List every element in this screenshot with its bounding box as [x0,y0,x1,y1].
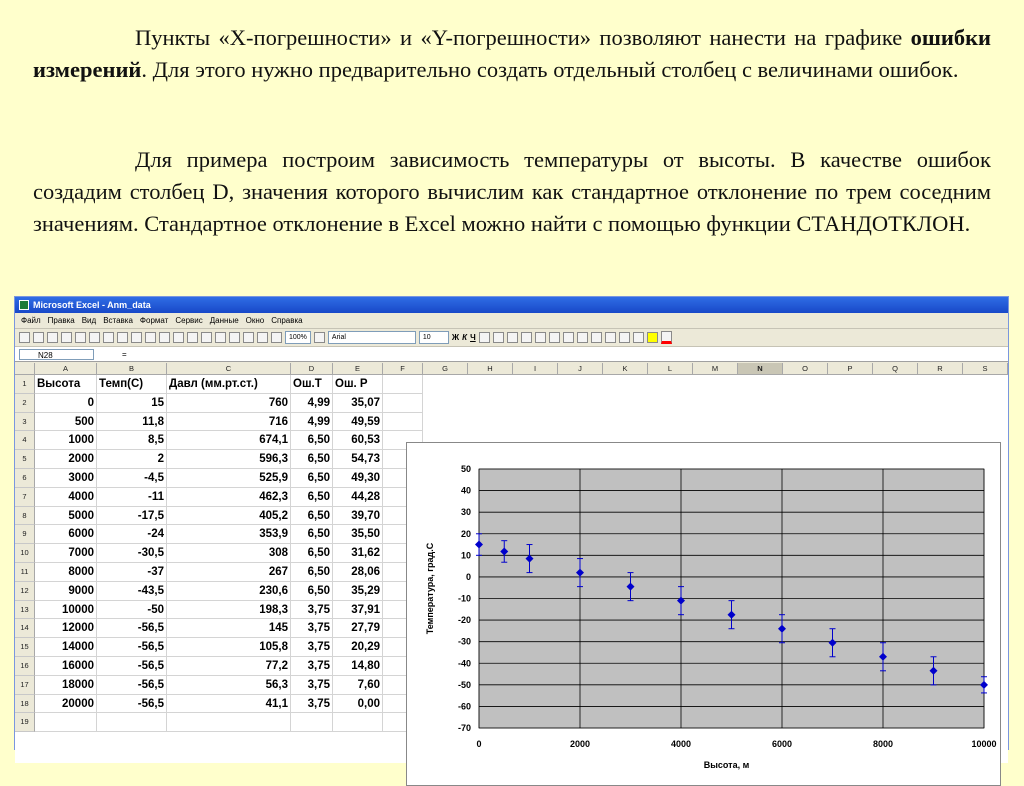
data-cell[interactable]: 716 [167,413,291,432]
column-header[interactable]: C [167,363,291,375]
spelling-icon[interactable] [89,332,100,343]
data-cell[interactable]: 3,75 [291,695,333,714]
data-cell[interactable]: 1000 [35,431,97,450]
empty-cell[interactable] [333,713,383,732]
data-cell[interactable]: 12000 [35,619,97,638]
data-cell[interactable]: 5000 [35,507,97,526]
toolbar [15,329,1008,347]
data-cell[interactable]: 35,07 [333,394,383,413]
data-cell[interactable]: 49,59 [333,413,383,432]
data-cell[interactable]: 54,73 [333,450,383,469]
y-axis-label: Температура, град.С [425,542,435,635]
data-cell[interactable]: 9000 [35,582,97,601]
table-row [15,582,423,601]
data-cell[interactable]: 8,5 [97,431,167,450]
data-cell[interactable]: 77,2 [167,657,291,676]
y-tick-label: -10 [457,593,471,604]
window-titlebar[interactable] [15,297,1008,313]
y-tick-label: 10 [460,550,471,561]
table-row [15,507,423,526]
data-cell[interactable]: 41,1 [167,695,291,714]
data-cell[interactable]: 28,06 [333,563,383,582]
table-row [15,544,423,563]
data-cell[interactable]: 3,75 [291,676,333,695]
table-row [15,394,423,413]
data-cell[interactable]: 3,75 [291,638,333,657]
table-row [15,488,423,507]
table-row [15,525,423,544]
data-cell[interactable]: 6,50 [291,507,333,526]
data-cell[interactable]: 6,50 [291,450,333,469]
data-cell[interactable]: 11,8 [97,413,167,432]
menu-bar [15,313,1008,329]
data-cell[interactable]: 6,50 [291,544,333,563]
data-cell[interactable]: 31,62 [333,544,383,563]
data-cell[interactable]: -30,5 [97,544,167,563]
row-header[interactable]: 15 [15,638,35,657]
drawing-icon[interactable] [271,332,282,343]
data-cell[interactable]: 27,79 [333,619,383,638]
data-cell[interactable]: 39,70 [333,507,383,526]
example-paragraph [33,144,991,240]
table-row [15,619,423,638]
table-row [15,450,423,469]
open-file-icon[interactable] [33,332,44,343]
data-cell[interactable]: 6,50 [291,563,333,582]
row-header[interactable]: 6 [15,469,35,488]
data-cell[interactable]: -11 [97,488,167,507]
data-cell[interactable]: 105,8 [167,638,291,657]
data-cell[interactable]: 3,75 [291,619,333,638]
data-cell[interactable]: 7,60 [333,676,383,695]
table-row [15,695,423,714]
data-cell[interactable]: 35,50 [333,525,383,544]
select-all-corner[interactable] [15,363,35,375]
data-cell[interactable]: 6,50 [291,469,333,488]
x-axis-label: Высота, м [703,760,750,770]
column-header[interactable]: G [423,363,468,375]
column-header[interactable]: N [738,363,783,375]
decrease-indent-icon[interactable] [605,332,616,343]
redo-icon[interactable] [173,332,184,343]
italic-button[interactable]: К [462,333,468,342]
data-cell[interactable]: -56,5 [97,676,167,695]
y-tick-label: -40 [457,658,471,669]
increase-indent-icon[interactable] [619,332,630,343]
worksheet-rows [15,375,423,732]
data-cell[interactable]: 35,29 [333,582,383,601]
column-header[interactable]: D [291,363,333,375]
header-cell[interactable]: Давл (мм.рт.ст.) [167,375,291,394]
borders-icon[interactable] [633,332,644,343]
data-cell[interactable]: 198,3 [167,601,291,620]
new-file-icon[interactable] [19,332,30,343]
y-tick-label: -60 [457,701,471,712]
row-header[interactable]: 2 [15,394,35,413]
table-row [15,431,423,450]
align-right-icon[interactable] [507,332,518,343]
print-icon[interactable] [61,332,72,343]
help-icon[interactable] [314,332,325,343]
data-cell[interactable]: -17,5 [97,507,167,526]
menu-item[interactable]: Данные [209,316,239,325]
data-cell[interactable]: 2000 [35,450,97,469]
data-cell[interactable]: 15 [97,394,167,413]
preview-icon[interactable] [75,332,86,343]
data-cell[interactable]: 674,1 [167,431,291,450]
table-row [15,676,423,695]
data-cell[interactable]: 145 [167,619,291,638]
y-tick-label: -30 [457,636,471,647]
row-header[interactable]: 13 [15,601,35,620]
data-cell[interactable]: 6,50 [291,431,333,450]
menu-item[interactable]: Правка [47,316,75,325]
column-header[interactable]: I [513,363,558,375]
row-header[interactable]: 4 [15,431,35,450]
percent-icon[interactable] [549,332,560,343]
bold-button[interactable]: Ж [451,333,460,342]
data-cell[interactable]: 10000 [35,601,97,620]
formula-equals[interactable]: = [122,349,127,359]
empty-cell[interactable] [383,394,423,413]
sort-asc-icon[interactable] [229,332,240,343]
data-cell[interactable]: 37,91 [333,601,383,620]
header-cell[interactable]: Высота [35,375,97,394]
font-select[interactable]: Arial [328,331,416,344]
data-cell[interactable]: 353,9 [167,525,291,544]
menu-item[interactable]: Файл [21,316,41,325]
table-row [15,563,423,582]
data-cell[interactable]: 500 [35,413,97,432]
menu-item[interactable]: Сервис [175,316,203,325]
row-header[interactable]: 9 [15,525,35,544]
data-cell[interactable]: 14000 [35,638,97,657]
row-header[interactable]: 3 [15,413,35,432]
column-headers [15,363,1008,375]
data-cell[interactable]: 4,99 [291,413,333,432]
y-tick-label: 20 [460,528,471,539]
data-cell[interactable]: 14,80 [333,657,383,676]
data-cell[interactable]: 4,99 [291,394,333,413]
empty-cell[interactable] [383,375,423,394]
data-cell[interactable]: 44,28 [333,488,383,507]
data-cell[interactable]: 56,3 [167,676,291,695]
data-cell[interactable]: 8000 [35,563,97,582]
data-cell[interactable]: -56,5 [97,619,167,638]
table-row [15,657,423,676]
menu-item[interactable]: Справка [271,316,303,325]
data-cell[interactable]: 760 [167,394,291,413]
data-cell[interactable]: 0,00 [333,695,383,714]
data-cell[interactable]: 525,9 [167,469,291,488]
header-cell[interactable]: Ош. P [333,375,383,394]
empty-cell[interactable] [167,713,291,732]
data-cell[interactable]: 4000 [35,488,97,507]
merge-center-icon[interactable] [521,332,532,343]
data-cell[interactable]: 3,75 [291,657,333,676]
intro-paragraph [33,22,991,86]
data-cell[interactable]: 20000 [35,695,97,714]
data-cell[interactable]: 405,2 [167,507,291,526]
currency-icon[interactable] [535,332,546,343]
column-header[interactable]: J [558,363,603,375]
empty-cell[interactable] [291,713,333,732]
name-box[interactable]: N28 [19,349,94,360]
worksheet-grid [15,363,1008,770]
format-painter-icon[interactable] [145,332,156,343]
y-tick-label: -20 [457,615,471,626]
chart-svg [407,443,1000,785]
paste-icon[interactable] [131,332,142,343]
menu-item[interactable]: Окно [245,316,265,325]
table-row [15,638,423,657]
column-header[interactable]: Q [873,363,918,375]
row-header[interactable]: 5 [15,450,35,469]
menu-item[interactable]: Вид [81,316,97,325]
font-size-select[interactable]: 10 [419,331,449,344]
copy-icon[interactable] [117,332,128,343]
excel-window [14,296,1009,770]
column-header[interactable]: O [783,363,828,375]
column-header[interactable]: A [35,363,97,375]
autosum-icon[interactable] [201,332,212,343]
data-cell[interactable]: 20,29 [333,638,383,657]
data-cell[interactable]: 6,50 [291,582,333,601]
data-cell[interactable]: 0 [35,394,97,413]
data-cell[interactable]: 230,6 [167,582,291,601]
sort-desc-icon[interactable] [243,332,254,343]
formula-bar [15,347,1008,362]
undo-icon[interactable] [159,332,170,343]
header-cell[interactable]: Темп(С) [97,375,167,394]
hyperlink-icon[interactable] [187,332,198,343]
column-header[interactable]: R [918,363,963,375]
table-row [15,601,423,620]
empty-cell[interactable] [383,413,423,432]
excel-app-icon [19,300,29,310]
x-tick-label: 8000 [872,739,894,749]
font-color-icon[interactable] [661,331,672,344]
data-cell[interactable]: -37 [97,563,167,582]
row-header[interactable]: 7 [15,488,35,507]
table-row [15,469,423,488]
y-tick-label: -50 [457,679,471,690]
underline-button[interactable]: Ч [470,333,476,342]
row-header[interactable]: 12 [15,582,35,601]
chart-wizard-icon[interactable] [257,332,268,343]
data-cell[interactable]: 16000 [35,657,97,676]
thousands-icon[interactable] [563,332,574,343]
x-tick-label: 6000 [771,739,793,749]
example-text: Для примера построим зависимость температуры от высоты. В качестве ошибок создадим столбец D, значения которого вычислим как стандартное отклонение по трем соседним значениям. Стандартное отклонение в Excel можно найти с помощью функции СТАНДОТКЛОН. [33,147,991,236]
empty-cell[interactable] [97,713,167,732]
function-icon[interactable] [215,332,226,343]
empty-cell[interactable] [35,713,97,732]
column-header[interactable]: F [383,363,423,375]
zoom-select[interactable]: 100% [285,331,311,344]
x-tick-label: 10000 [971,739,997,749]
data-cell[interactable]: -50 [97,601,167,620]
save-icon[interactable] [47,332,58,343]
row-header[interactable]: 1 [15,375,35,394]
data-cell[interactable]: 3000 [35,469,97,488]
column-header[interactable]: B [97,363,167,375]
menu-item[interactable]: Вставка [103,316,133,325]
increase-decimal-icon[interactable] [577,332,588,343]
cut-icon[interactable] [103,332,114,343]
data-cell[interactable]: 6,50 [291,488,333,507]
row-header[interactable]: 11 [15,563,35,582]
intro-text-2: . Для этого нужно предварительно создать отдельный столбец с величинами ошибок. [141,57,959,82]
x-tick-label: 4000 [670,739,692,749]
decrease-decimal-icon[interactable] [591,332,602,343]
data-cell[interactable]: -43,5 [97,582,167,601]
row-header[interactable]: 17 [15,676,35,695]
table-row [15,713,423,732]
column-header[interactable]: S [963,363,1008,375]
data-cell[interactable]: 18000 [35,676,97,695]
column-header[interactable]: E [333,363,383,375]
data-cell[interactable]: 60,53 [333,431,383,450]
data-cell[interactable]: -56,5 [97,695,167,714]
table-row [15,375,423,394]
intro-bold-term: ошибки измерений [33,25,991,82]
column-header[interactable]: P [828,363,873,375]
column-header[interactable]: H [468,363,513,375]
x-tick-label: 2000 [569,739,591,749]
data-cell[interactable]: 596,3 [167,450,291,469]
table-row [15,413,423,432]
row-header[interactable]: 10 [15,544,35,563]
row-header[interactable]: 16 [15,657,35,676]
data-cell[interactable]: 2 [97,450,167,469]
data-cell[interactable]: 6000 [35,525,97,544]
embedded-chart[interactable] [406,442,1001,786]
y-tick-label: 40 [460,485,471,496]
data-cell[interactable]: 49,30 [333,469,383,488]
data-cell[interactable]: -4,5 [97,469,167,488]
header-cell[interactable]: Ош.T [291,375,333,394]
data-cell[interactable]: 6,50 [291,525,333,544]
column-header[interactable]: M [693,363,738,375]
data-cell[interactable]: -24 [97,525,167,544]
row-header[interactable]: 18 [15,695,35,714]
data-cell[interactable]: 267 [167,563,291,582]
data-cell[interactable]: 3,75 [291,601,333,620]
intro-text-1: Пункты «X-погрешности» и «Y-погрешности» позволяют нанести на графике [135,25,911,50]
y-tick-label: -70 [457,723,471,733]
data-cell[interactable]: -56,5 [97,638,167,657]
menu-item[interactable]: Формат [139,316,169,325]
align-center-icon[interactable] [493,332,504,343]
column-header[interactable]: K [603,363,648,375]
data-cell[interactable]: 462,3 [167,488,291,507]
fill-color-icon[interactable] [647,332,658,343]
data-cell[interactable]: 7000 [35,544,97,563]
row-header[interactable]: 19 [15,713,35,732]
window-title: Microsoft Excel - Anm_data [33,300,151,310]
data-cell[interactable]: 308 [167,544,291,563]
y-tick-label: 0 [465,571,471,582]
data-cell[interactable]: -56,5 [97,657,167,676]
column-header[interactable]: L [648,363,693,375]
y-tick-label: 50 [460,464,471,474]
row-header[interactable]: 14 [15,619,35,638]
x-tick-label: 0 [476,739,482,749]
y-tick-label: 30 [460,507,471,518]
row-header[interactable]: 8 [15,507,35,526]
align-left-icon[interactable] [479,332,490,343]
